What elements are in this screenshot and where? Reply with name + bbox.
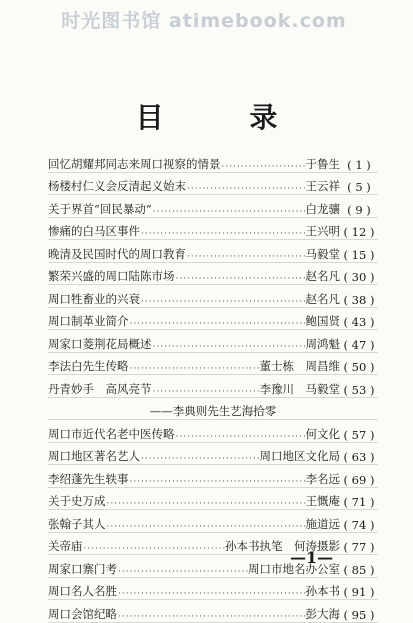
toc-entry-author: 孙本书: [305, 584, 340, 598]
toc-entry-title: 杨楼村仁义会反清起义始末: [48, 179, 186, 193]
toc-leader-dots: [129, 319, 306, 329]
toc-entry-page: ( 63 ): [340, 450, 378, 464]
toc-entry-title: 周家口菱荆花局概述: [48, 336, 152, 351]
toc-leader-dots: [140, 229, 306, 239]
toc-entry-author: 施道远: [305, 516, 340, 531]
toc-leader-dots: [106, 522, 306, 532]
toc-entry-page: ( 85 ): [340, 563, 378, 577]
toc-entry[interactable]: [48, 195, 378, 218]
toc-entry-page: ( 43 ): [340, 315, 378, 329]
toc-entry-title: 晚清及民国时代的周口教育: [48, 246, 186, 261]
toc-entry-title: 张翰子其人: [48, 516, 106, 531]
toc-entry-page: ( 9 ): [340, 203, 378, 217]
toc-entry-title: 李法白先生传略: [48, 359, 129, 373]
page-title: 目 录: [135, 101, 316, 134]
toc-entry-author: 赵名凡: [305, 291, 340, 306]
toc-entry-author: 周口市地名办公室: [248, 561, 340, 576]
toc-leader-dots: [83, 544, 226, 554]
toc-entry-title: 周口地区著名艺人: [48, 449, 140, 463]
toc-entry-author: 王慨庵: [305, 494, 340, 508]
toc-entry-title: 周家口寨门考: [48, 561, 117, 576]
toc-entry[interactable]: [48, 600, 378, 623]
toc-entry-author: 马毅堂: [305, 246, 340, 261]
toc-leader-dots: [152, 207, 306, 217]
toc-entry-page: ( 74 ): [340, 518, 378, 532]
toc-entry-author: 李名远: [305, 471, 340, 486]
toc-leader-dots: [106, 499, 306, 509]
toc-leader-dots: [117, 589, 306, 599]
toc-entry-title: 关于界首“回民暴动”: [48, 201, 152, 216]
toc-entry-page: ( 53 ): [340, 383, 378, 397]
toc-entry-page: ( 77 ): [340, 540, 378, 554]
toc-entry[interactable]: [48, 308, 378, 331]
toc-entry[interactable]: [48, 330, 378, 353]
toc-entry-author: 周口地区文化局: [259, 449, 340, 463]
toc-entry-title: 周口会馆纪略: [48, 606, 117, 621]
toc-entry[interactable]: [48, 263, 378, 286]
toc-entry-page: ( 91 ): [340, 585, 378, 599]
toc-leader-dots: [186, 184, 306, 194]
toc-entry-author: 何文化: [305, 426, 340, 441]
toc-leader-dots: [140, 454, 260, 464]
toc-entry-page: ( 50 ): [340, 360, 378, 374]
toc-entry[interactable]: [48, 510, 378, 533]
toc-leader-dots: [117, 567, 248, 577]
toc-entry-page: ( 1 ): [340, 158, 378, 172]
toc-entry[interactable]: [48, 285, 378, 308]
toc-leader-dots: [221, 162, 306, 172]
toc-entry-title: 繁荣兴盛的周口陆陈市场: [48, 269, 175, 283]
toc-entry-page: ( 30 ): [340, 270, 378, 284]
toc-entry-page: ( 71 ): [340, 495, 378, 509]
toc-leader-dots: [175, 432, 306, 442]
toc-entry-author: 董士栋 周昌维: [259, 359, 340, 373]
toc-entry[interactable]: [48, 218, 378, 241]
toc-entry-author: 李豫川 马毅堂: [259, 381, 340, 396]
watermark-text: 时光图书馆 atimebook.com: [61, 10, 347, 32]
toc-leader-dots: [129, 364, 260, 374]
toc-entry[interactable]: [48, 375, 378, 398]
toc-entry-page: ( 38 ): [340, 293, 378, 307]
toc-entry-title: 回忆胡耀邦同志来周口视察的情景: [48, 156, 221, 171]
toc-entry-author: 周鸿魁: [305, 336, 340, 351]
toc-entry-author: 王云祥: [305, 179, 340, 193]
toc-entry[interactable]: [48, 488, 378, 511]
toc-entry[interactable]: [48, 150, 378, 173]
toc-entry-author: 王兴明: [305, 224, 340, 238]
toc-entry-page: ( 15 ): [340, 248, 378, 262]
toc-entry-author: 白龙骧: [305, 201, 340, 216]
toc-entry[interactable]: [48, 443, 378, 466]
toc-entry-page: ( 12 ): [340, 225, 378, 239]
toc-leader-dots: [129, 477, 306, 487]
toc-entry-author: 孙本书执笔 何涛摄影: [225, 539, 340, 553]
toc-entry-author: 鲍国贤: [305, 314, 340, 328]
toc-leader-dots: [186, 252, 306, 262]
toc-entry-page: ( 47 ): [340, 338, 378, 352]
toc-entry[interactable]: [48, 465, 378, 488]
toc-leader-dots: [152, 342, 306, 352]
toc-entry-title: 周口名人名胜: [48, 584, 117, 598]
toc-entry[interactable]: [48, 240, 378, 263]
toc-entry-title: 惨痛的白马区事件: [48, 224, 140, 238]
toc-entry-title: 李绍蓬先生轶事: [48, 471, 129, 486]
toc-entry[interactable]: [48, 173, 378, 196]
toc-leader-dots: [117, 612, 306, 622]
toc-entry[interactable]: [48, 353, 378, 376]
toc-leader-dots: [152, 387, 260, 397]
toc-entry-page: ( 57 ): [340, 428, 378, 442]
toc-entry-page: ( 69 ): [340, 473, 378, 487]
toc-entry-author: 彭大海: [305, 606, 340, 621]
toc-entry-title: 周口制革业简介: [48, 314, 129, 328]
toc-entry-author: 赵名凡: [305, 269, 340, 283]
toc-subtitle: ——李典则先生艺海拾零: [48, 398, 378, 421]
toc-leader-dots: [175, 274, 306, 284]
toc-entry[interactable]: [48, 420, 378, 443]
toc-entry-title: 关帝庙: [48, 539, 83, 553]
toc-entry[interactable]: [48, 578, 378, 601]
toc-entry-page: ( 95 ): [340, 608, 378, 622]
toc-entry-title: 周口牲畜业的兴衰: [48, 291, 140, 306]
toc-leader-dots: [140, 297, 306, 307]
toc-entry-title: 周口市近代名老中医传略: [48, 426, 175, 441]
page-number: —1—: [290, 548, 334, 567]
toc-entry-title: 关于史万成: [48, 494, 106, 508]
toc-entry-title: 丹青妙手 高风亮节: [48, 381, 152, 396]
toc-entry-author: 于鲁生: [305, 156, 340, 171]
toc-entry-page: ( 5 ): [340, 180, 378, 194]
